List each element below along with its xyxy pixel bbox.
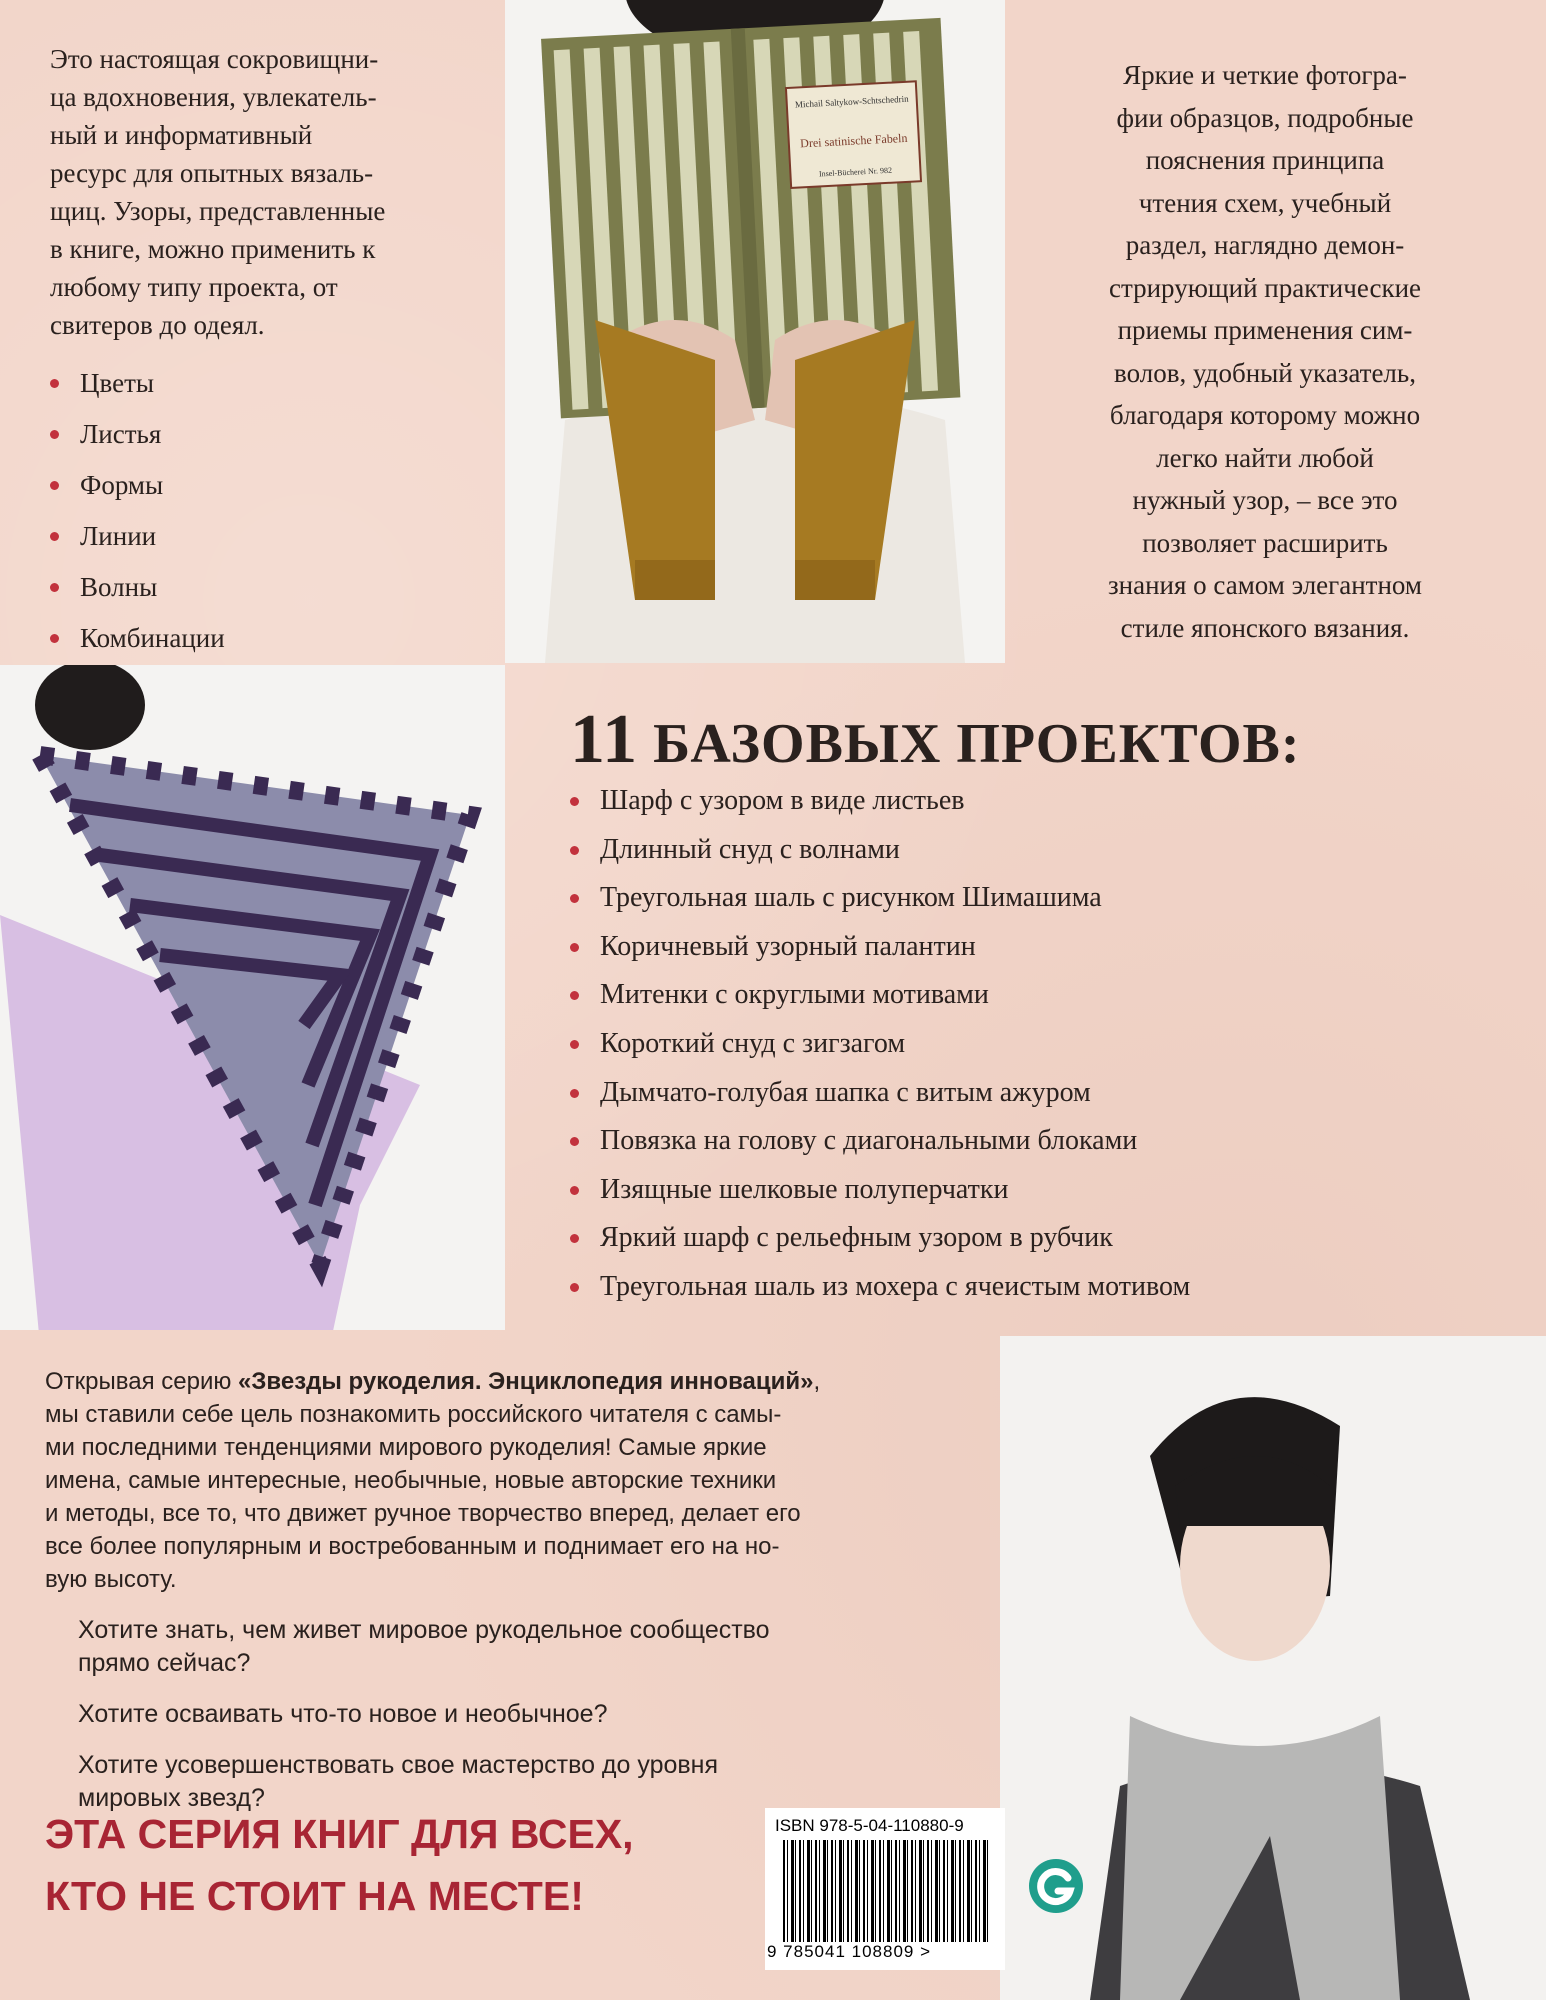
features-line: нужный узор, – все это <box>1132 485 1398 515</box>
series-intro-end: , <box>813 1368 821 1395</box>
publisher-logo-icon <box>1028 1858 1084 1914</box>
question-line: Хотите усовершенствовать свое мастерство до уровня <box>78 1751 719 1779</box>
series-paragraph <box>45 1365 980 1596</box>
project-item: Коричневый узорный палантин <box>570 923 1190 972</box>
features-line: фии образцов, подробные <box>1116 102 1414 133</box>
features-line: позволяет расширить <box>1142 527 1388 558</box>
series-intro-start: Открывая серию <box>45 1368 239 1395</box>
intro-line: Это настоящая сокровищни- <box>50 44 379 74</box>
category-item: Волны <box>50 562 480 613</box>
project-item: Треугольная шаль с рисунком Шимашима <box>570 874 1190 923</box>
project-item: Яркий шарф с рельефным узором в рубчик <box>570 1214 1190 1263</box>
barcode-bars <box>783 1840 989 1942</box>
barcode-digits: 9 785041 108809 > <box>767 1942 932 1961</box>
slogan-line: КТО НЕ СТОИТ НА МЕСТЕ! <box>45 1873 584 1919</box>
intro-line: любому типу проекта, от <box>50 272 338 302</box>
isbn-number: ISBN 978-5-04-110880-9 <box>775 1816 964 1835</box>
projects-heading <box>570 700 1301 780</box>
pattern-category-list <box>50 358 480 664</box>
features-line: волов, удобный указатель, <box>1114 357 1416 388</box>
intro-line: в книге, можно применить к <box>50 234 376 264</box>
question-line: Хотите осваивать что-то новое и необычное? <box>78 1700 608 1728</box>
project-item: Шарф с узором в виде листьев <box>570 777 1190 826</box>
project-item: Длинный снуд с волнами <box>570 826 1190 875</box>
question-2 <box>78 1698 980 1731</box>
features-line: благодаря которому можно <box>1109 400 1421 430</box>
intro-line: ный и информативный <box>50 120 313 150</box>
photo-reading-book-mitts <box>505 0 1005 663</box>
series-line: все более популярным и востребованным и поднимает его на но- <box>45 1533 780 1560</box>
series-description <box>45 1365 980 1815</box>
project-item: Повязка на голову с диагональными блоками <box>570 1117 1190 1166</box>
category-item: Формы <box>50 460 480 511</box>
project-item: Дымчато-голубая шапка с витым ажуром <box>570 1069 1190 1118</box>
series-line: мы ставили себе цель познакомить российского читателя с самы- <box>45 1401 782 1428</box>
series-line: имена, самые интересные, необычные, новые авторские техники <box>45 1467 777 1494</box>
question-1 <box>78 1614 980 1680</box>
features-line: стрирующий практические <box>1108 272 1422 303</box>
features-line: чтения схем, учебный <box>1138 187 1392 218</box>
book-title-label: Drei satinische Fabeln <box>799 130 908 151</box>
intro-line: свитеров до одеял. <box>50 310 265 340</box>
project-item: Митенки с округлыми мотивами <box>570 971 1190 1020</box>
features-line: Яркие и четкие фотогра- <box>1123 60 1407 90</box>
question-line: Хотите знать, чем живет мировое рукодельное сообщество <box>78 1616 770 1644</box>
intro-line: ресурс для опытных вязаль- <box>50 158 374 188</box>
project-list <box>570 777 1190 1312</box>
projects-title: БАЗОВЫХ ПРОЕКТОВ: <box>653 713 1301 775</box>
series-line: и методы, все то, что движет ручное творчество вперед, делает его <box>45 1500 801 1527</box>
features-line: раздел, наглядно демон- <box>1125 230 1405 260</box>
category-item: Цветы <box>50 358 480 409</box>
series-slogan <box>45 1803 634 1927</box>
intro-paragraph <box>50 40 480 344</box>
features-line: знания о самом элегантном <box>1107 570 1422 600</box>
book-author-label: Michail Saltykow-Schtschedrin <box>794 93 909 110</box>
projects-count: 11 <box>570 701 639 778</box>
features-line: приемы применения сим- <box>1117 315 1413 345</box>
question-line: мировых звезд? <box>78 1784 265 1812</box>
series-line: вую высоту. <box>45 1566 177 1593</box>
features-line: пояснения принципа <box>1145 145 1385 175</box>
photo-striped-shawl <box>0 665 505 1330</box>
category-item: Линии <box>50 511 480 562</box>
intro-text-block <box>50 40 480 664</box>
project-item: Короткий снуд с зигзагом <box>570 1020 1190 1069</box>
project-item: Треугольная шаль из мохера с ячеистым мотивом <box>570 1263 1190 1312</box>
features-line: легко найти любой <box>1156 442 1374 473</box>
book-series-label: Insel-Bücherei Nr. 982 <box>818 165 893 179</box>
question-line: прямо сейчас? <box>78 1649 251 1677</box>
intro-line: ца вдохновения, увлекатель- <box>50 82 377 112</box>
project-item: Изящные шелковые полуперчатки <box>570 1166 1190 1215</box>
category-item: Комбинации <box>50 613 480 664</box>
intro-line: щиц. Узоры, представленные <box>50 196 386 226</box>
category-item: Листья <box>50 409 480 460</box>
slogan-line: ЭТА СЕРИЯ КНИГ ДЛЯ ВСЕХ, <box>45 1811 634 1857</box>
series-name: «Звезды рукоделия. Энциклопедия инноваций» <box>238 1368 814 1395</box>
series-line: ми последними тенденциями мирового рукоделия! Самые яркие <box>45 1434 767 1461</box>
features-line: стиле японского вязания. <box>1120 612 1410 643</box>
isbn-barcode <box>765 1808 1005 1970</box>
features-text-block <box>1030 54 1500 649</box>
